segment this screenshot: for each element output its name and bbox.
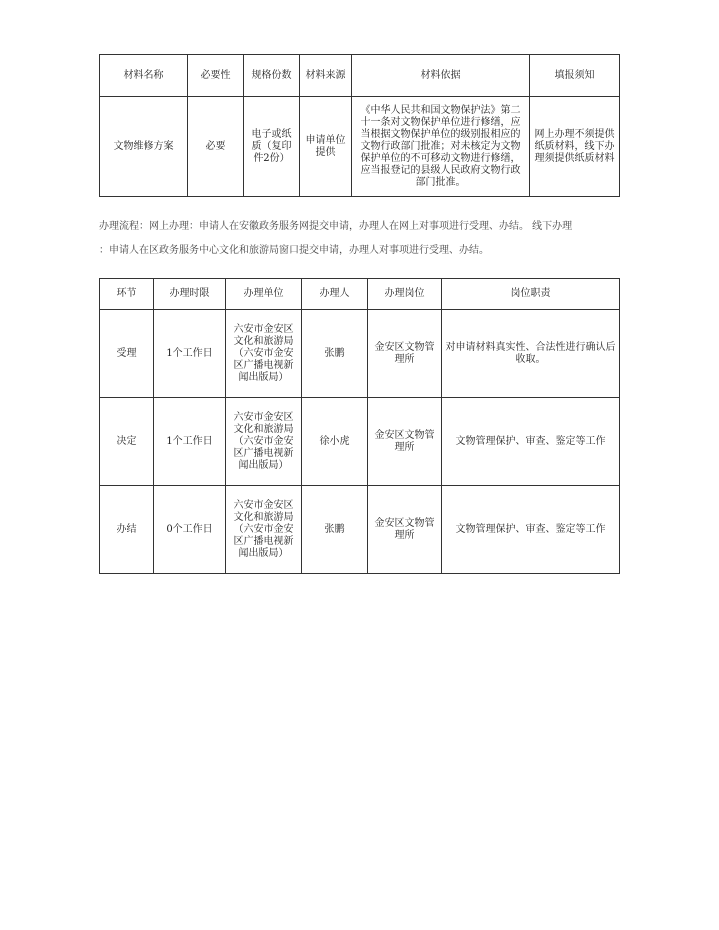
step-post: 金安区文物管理所 (368, 310, 442, 398)
step-duty: 文物管理保护、审查、鉴定等工作 (442, 486, 620, 574)
header-material-name: 材料名称 (100, 55, 188, 97)
material-source: 申请单位提供 (300, 97, 352, 197)
step-unit: 六安市金安区文化和旅游局（六安市金安区广播电视新闻出版局） (226, 486, 302, 574)
process-line-1: 办理流程：网上办理：申请人在安徽政务服务网提交申请，办理人在网上对事项进行受理、办结。 线下办理 (99, 221, 573, 232)
header-step: 环节 (100, 279, 154, 310)
table-row (100, 486, 620, 574)
step-person: 张鹏 (302, 310, 368, 398)
step-duty: 对申请材料真实性、合法性进行确认后收取。 (442, 310, 620, 398)
header-unit: 办理单位 (226, 279, 302, 310)
header-time-limit: 办理时限 (154, 279, 226, 310)
table-row (100, 398, 620, 486)
step-time: 1个工作日 (154, 310, 226, 398)
step-post: 金安区文物管理所 (368, 486, 442, 574)
material-basis: 《中华人民共和国文物保护法》第二十一条对文物保护单位进行修缮，应当根据文物保护单位的级别报相应的文物行政部门批准；对未核定为文物保护单位的不可移动文物进行修缮，应当报登记的县级人民政府文物行政部门批准。 (352, 97, 530, 197)
header-necessity: 必要性 (188, 55, 244, 97)
step-time: 1个工作日 (154, 398, 226, 486)
material-notes: 网上办理不须提供纸质材料，线下办理须提供纸质材料 (530, 97, 620, 197)
step-unit: 六安市金安区文化和旅游局（六安市金安区广播电视新闻出版局） (226, 310, 302, 398)
step-duty: 文物管理保护、审查、鉴定等工作 (442, 398, 620, 486)
step-name: 受理 (100, 310, 154, 398)
step-person: 张鹏 (302, 486, 368, 574)
header-source: 材料来源 (300, 55, 352, 97)
header-post: 办理岗位 (368, 279, 442, 310)
material-necessity: 必要 (188, 97, 244, 197)
material-spec: 电子或纸质（复印件2份） (244, 97, 300, 197)
header-person: 办理人 (302, 279, 368, 310)
header-spec: 规格份数 (244, 55, 300, 97)
header-duty: 岗位职责 (442, 279, 620, 310)
step-unit: 六安市金安区文化和旅游局（六安市金安区广播电视新闻出版局） (226, 398, 302, 486)
steps-header-row (100, 279, 620, 310)
header-basis: 材料依据 (352, 55, 530, 97)
step-name: 决定 (100, 398, 154, 486)
step-person: 徐小虎 (302, 398, 368, 486)
materials-header-row (100, 55, 620, 97)
table-row (100, 97, 620, 197)
step-name: 办结 (100, 486, 154, 574)
step-time: 0个工作日 (154, 486, 226, 574)
header-notes: 填报须知 (530, 55, 620, 97)
process-line-2: ：申请人在区政务服务中心文化和旅游局窗口提交申请，办理人对事项进行受理、办结。 (99, 245, 489, 256)
step-post: 金安区文物管理所 (368, 398, 442, 486)
materials-table (99, 54, 620, 197)
material-name: 文物维修方案 (100, 97, 188, 197)
table-row (100, 310, 620, 398)
steps-table (99, 278, 620, 574)
process-description (99, 215, 619, 263)
